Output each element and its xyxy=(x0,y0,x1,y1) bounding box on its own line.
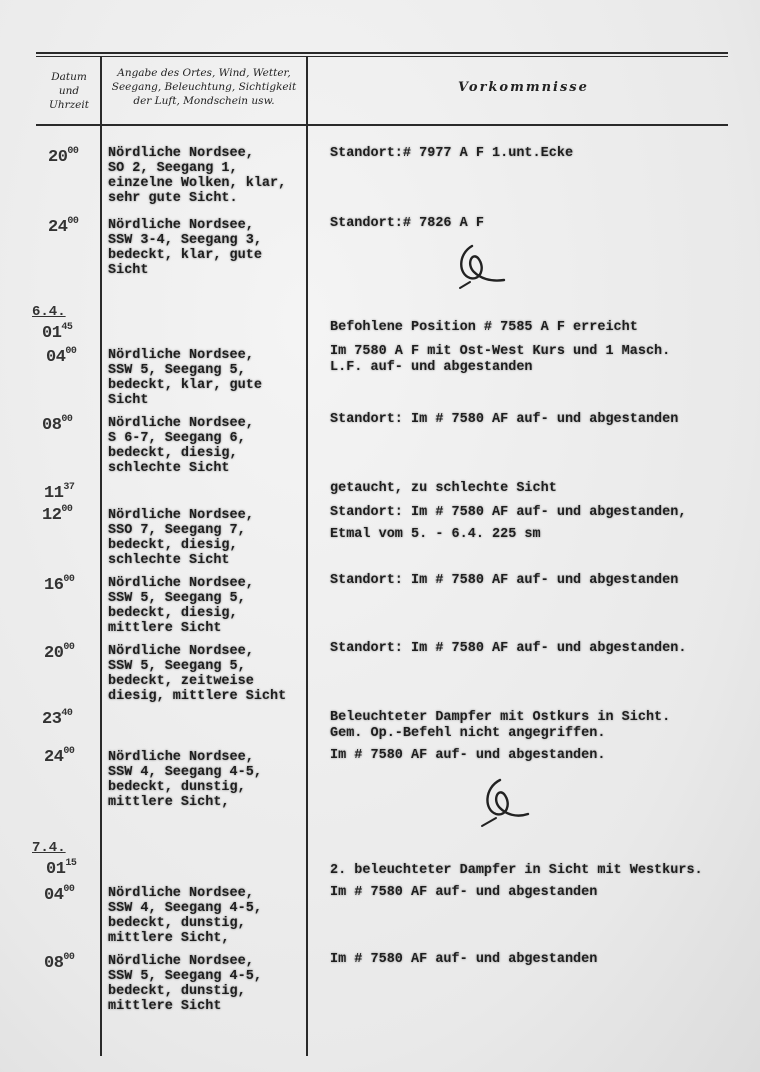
time-hour: 08 xyxy=(44,954,64,973)
place-line: diesig, mittlere Sicht xyxy=(108,689,287,704)
place-line: schlechte Sicht xyxy=(108,461,230,476)
place-line: Nördliche Nordsee, xyxy=(108,348,254,363)
place-line: SSW 5, Seegang 5, xyxy=(108,363,246,378)
entry-events xyxy=(330,641,686,657)
time-hour: 24 xyxy=(48,218,68,237)
header-place-line: Angabe des Ortes, Wind, Wetter, xyxy=(117,67,291,79)
place-line: bedeckt, diesig, xyxy=(108,538,238,553)
place-line: bedeckt, diesig, xyxy=(108,446,238,461)
time-hour: 04 xyxy=(44,886,64,905)
entry-time xyxy=(44,952,74,973)
place-line: SSW 4, Seegang 4-5, xyxy=(108,901,262,916)
time-minute: 15 xyxy=(65,858,77,869)
handwritten-initial-signature xyxy=(450,238,510,294)
event-line: Standort:# 7977 A F 1.unt.Ecke xyxy=(330,146,574,161)
time-hour: 08 xyxy=(42,416,62,435)
place-line: Nördliche Nordsee, xyxy=(108,886,254,901)
entry-time xyxy=(44,746,74,767)
entry-time xyxy=(42,708,72,729)
entry-place xyxy=(108,508,254,568)
time-hour: 01 xyxy=(46,860,66,879)
time-hour: 11 xyxy=(44,484,64,503)
time-minute: 00 xyxy=(63,746,75,757)
header-date-line: Datum xyxy=(51,71,87,83)
entry-time xyxy=(44,642,74,663)
event-line: Standort: Im # 7580 AF auf- und abgestanden. xyxy=(330,641,687,656)
event-line: L.F. auf- und abgestanden xyxy=(330,360,533,375)
time-hour: 20 xyxy=(44,644,64,663)
time-hour: 04 xyxy=(46,348,66,367)
place-line: sehr gute Sicht. xyxy=(108,191,238,206)
time-minute: 00 xyxy=(63,642,75,653)
entry-time xyxy=(44,884,74,905)
place-line: mittlere Sicht, xyxy=(108,795,230,810)
time-hour: 16 xyxy=(44,576,64,595)
place-line: Nördliche Nordsee, xyxy=(108,750,254,765)
place-line: schlechte Sicht xyxy=(108,553,230,568)
entry-place xyxy=(108,348,262,408)
entry-events xyxy=(330,505,686,543)
entry-events xyxy=(330,952,597,968)
entry-time xyxy=(46,858,76,879)
entry-place xyxy=(108,218,262,278)
entry-events xyxy=(330,344,670,376)
event-line: Im # 7580 AF auf- und abgestanden xyxy=(330,885,598,900)
event-line: Standort: Im # 7580 AF auf- und abgestanden xyxy=(330,412,679,427)
entry-events xyxy=(330,481,557,497)
header-place-line: Seegang, Beleuchtung, Sichtigkeit xyxy=(111,81,297,93)
header-bottom-rule xyxy=(36,124,728,126)
place-line: einzelne Wolken, klar, xyxy=(108,176,287,191)
place-line: SSW 5, Seegang 5, xyxy=(108,591,246,606)
place-line: mittlere Sicht, xyxy=(108,931,230,946)
time-minute: 00 xyxy=(67,216,79,227)
header-date-line: Uhrzeit xyxy=(49,99,89,111)
place-line: bedeckt, klar, gute xyxy=(108,248,262,263)
event-line: Standort:# 7826 A F xyxy=(330,216,484,231)
place-line: Sicht xyxy=(108,393,149,408)
entry-events xyxy=(330,320,638,336)
entry-events xyxy=(330,885,597,901)
place-line: Nördliche Nordsee, xyxy=(108,576,254,591)
place-line: SSO 7, Seegang 7, xyxy=(108,523,246,538)
time-minute: 00 xyxy=(61,504,73,515)
top-rule xyxy=(36,52,728,54)
place-line: Nördliche Nordsee, xyxy=(108,146,254,161)
time-minute: 45 xyxy=(61,322,73,333)
time-minute: 00 xyxy=(63,952,75,963)
place-line: SSW 5, Seegang 4-5, xyxy=(108,969,262,984)
header-date-line: und xyxy=(58,85,80,97)
event-line: Beleuchteter Dampfer mit Ostkurs in Sicht. xyxy=(330,710,671,725)
event-line: Gem. Op.-Befehl nicht angegriffen. xyxy=(330,726,606,741)
time-hour: 20 xyxy=(48,148,68,167)
entry-events xyxy=(330,573,678,589)
entry-place xyxy=(108,644,286,704)
time-minute: 00 xyxy=(63,574,75,585)
event-line: Im # 7580 AF auf- und abgestanden xyxy=(330,952,598,967)
handwritten-initial-signature xyxy=(474,774,534,830)
time-minute: 00 xyxy=(67,146,79,157)
event-line: Standort: Im # 7580 AF auf- und abgestanden, xyxy=(330,505,687,520)
event-line: getaucht, zu schlechte Sicht xyxy=(330,481,557,496)
place-line: SSW 5, Seegang 5, xyxy=(108,659,246,674)
place-line: mittlere Sicht xyxy=(108,621,222,636)
event-line: Befohlene Position # 7585 A F erreicht xyxy=(330,320,638,335)
entry-events xyxy=(330,216,484,232)
entry-time xyxy=(42,322,72,343)
place-line: bedeckt, dunstig, xyxy=(108,780,246,795)
entry-place xyxy=(108,750,262,810)
place-line: SSW 4, Seegang 4-5, xyxy=(108,765,262,780)
time-hour: 24 xyxy=(44,748,64,767)
place-line: Sicht xyxy=(108,263,149,278)
place-line: bedeckt, dunstig, xyxy=(108,984,246,999)
place-line: Nördliche Nordsee, xyxy=(108,644,254,659)
event-line: Im # 7580 AF auf- und abgestanden. xyxy=(330,748,606,763)
date-label: 7.4. xyxy=(32,840,66,856)
place-line: bedeckt, diesig, xyxy=(108,606,238,621)
place-line: SSW 3-4, Seegang 3, xyxy=(108,233,262,248)
place-line: bedeckt, dunstig, xyxy=(108,916,246,931)
place-line: SO 2, Seegang 1, xyxy=(108,161,238,176)
event-line: Im 7580 A F mit Ost-West Kurs und 1 Masch. xyxy=(330,344,671,359)
entry-place xyxy=(108,416,254,476)
place-line: bedeckt, zeitweise xyxy=(108,674,254,689)
header-place-line: der Luft, Mondschein usw. xyxy=(133,95,275,107)
entry-events xyxy=(330,748,605,764)
entry-time xyxy=(42,504,72,525)
place-line: mittlere Sicht xyxy=(108,999,222,1014)
entry-time xyxy=(48,216,78,237)
header-date-column xyxy=(38,70,100,112)
place-line: bedeckt, klar, gute xyxy=(108,378,262,393)
header-place-column xyxy=(102,66,306,108)
entry-time xyxy=(44,574,74,595)
entry-events xyxy=(330,412,678,428)
time-hour: 23 xyxy=(42,710,62,729)
entry-time xyxy=(46,346,76,367)
event-line: 2. beleuchteter Dampfer in Sicht mit Westkurs. xyxy=(330,863,703,878)
time-minute: 37 xyxy=(63,482,75,493)
entry-time xyxy=(44,482,74,503)
time-minute: 40 xyxy=(61,708,73,719)
place-line: Nördliche Nordsee, xyxy=(108,416,254,431)
col-divider-2 xyxy=(306,56,308,1056)
entry-events xyxy=(330,146,573,162)
place-line: Nördliche Nordsee, xyxy=(108,508,254,523)
top-rule-thin xyxy=(36,56,728,57)
time-minute: 00 xyxy=(61,414,73,425)
entry-time xyxy=(48,146,78,167)
entry-events xyxy=(330,710,670,742)
time-minute: 00 xyxy=(65,346,77,357)
header-events-column: Vorkommnisse xyxy=(458,80,589,95)
col-divider-1 xyxy=(100,56,102,1056)
place-line: Nördliche Nordsee, xyxy=(108,218,254,233)
time-minute: 00 xyxy=(63,884,75,895)
place-line: S 6-7, Seegang 6, xyxy=(108,431,246,446)
event-line: Standort: Im # 7580 AF auf- und abgestanden xyxy=(330,573,679,588)
entry-time xyxy=(42,414,72,435)
event-line: Etmal vom 5. - 6.4. 225 sm xyxy=(330,527,541,542)
place-line: Nördliche Nordsee, xyxy=(108,954,254,969)
entry-place xyxy=(108,954,262,1014)
time-hour: 12 xyxy=(42,506,62,525)
entry-events xyxy=(330,863,703,879)
entry-place xyxy=(108,146,286,206)
entry-place xyxy=(108,886,262,946)
entry-place xyxy=(108,576,254,636)
date-label: 6.4. xyxy=(32,304,66,320)
time-hour: 01 xyxy=(42,324,62,343)
